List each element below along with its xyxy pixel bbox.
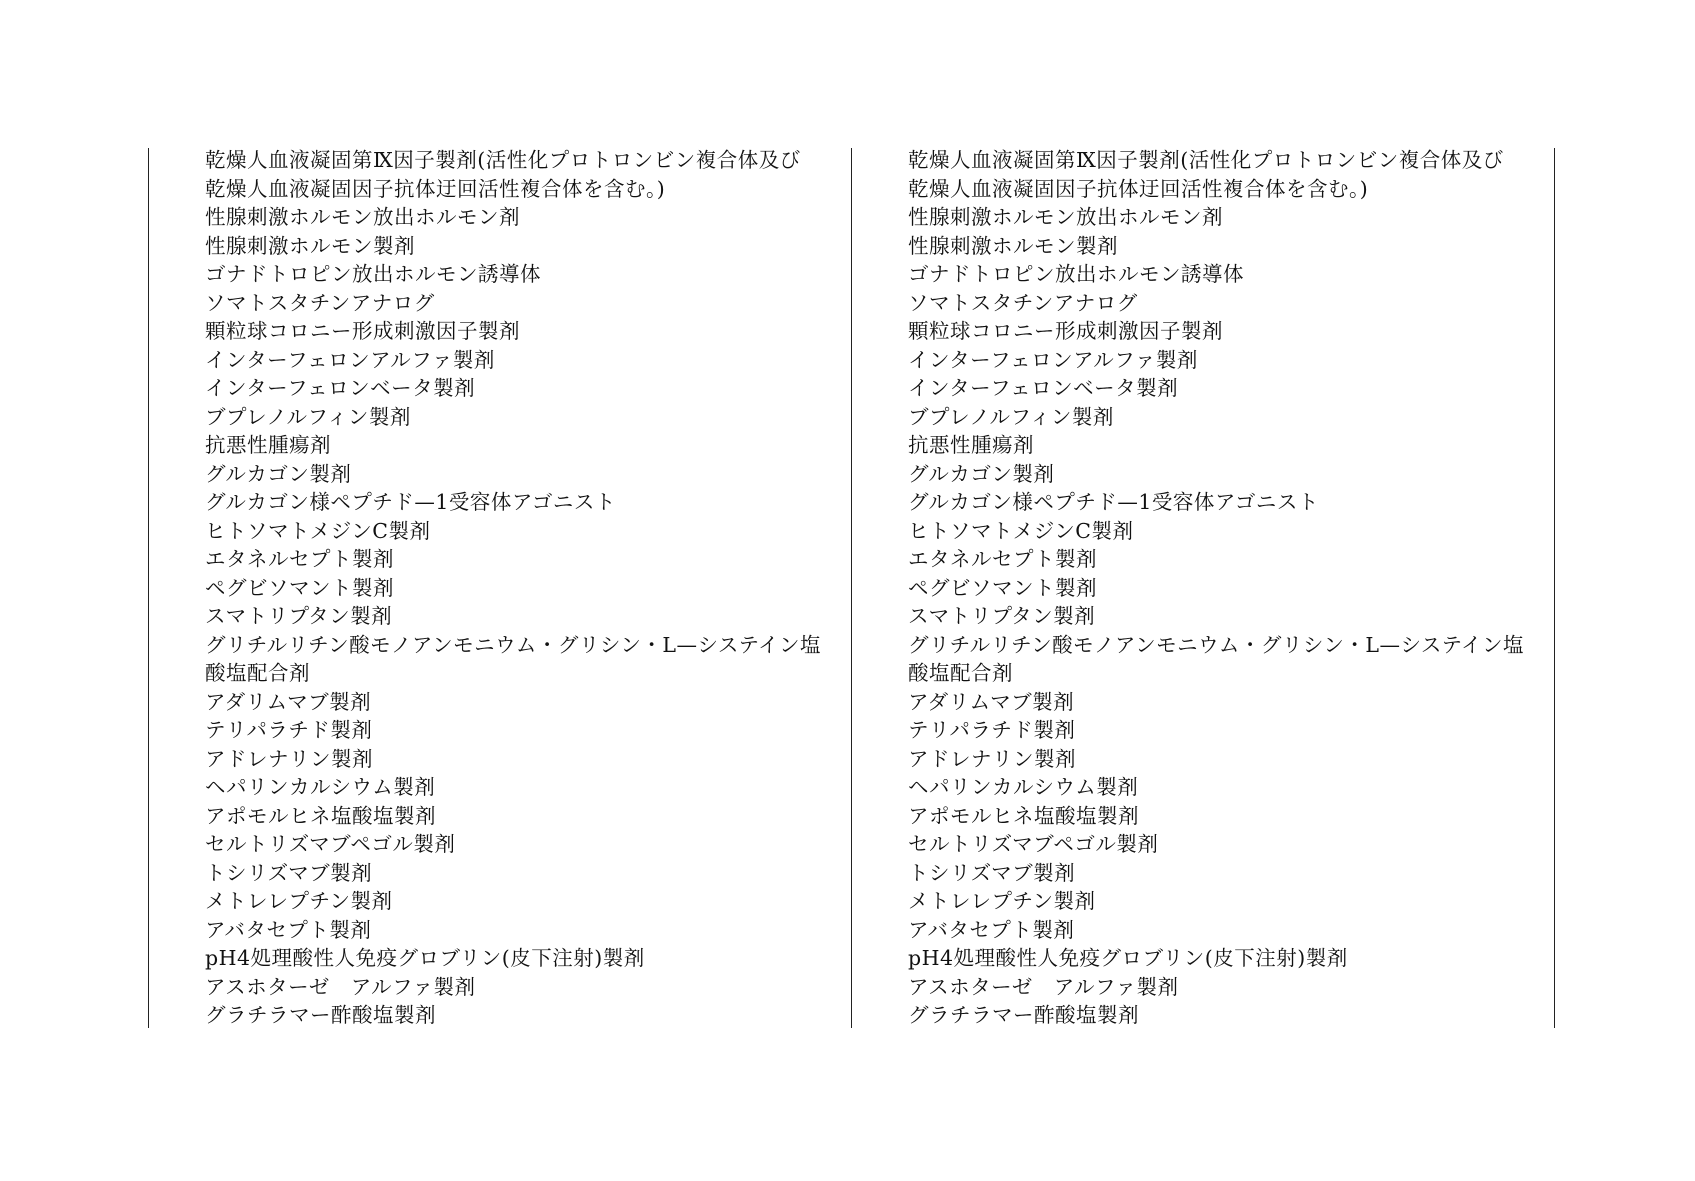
list-item: トシリズマブ製剤 — [205, 860, 373, 885]
list-item: 乾燥人血液凝固因子抗体迂回活性複合体を含む。) — [908, 176, 1369, 201]
list-item: アポモルヒネ塩酸塩製剤 — [908, 803, 1139, 828]
list-item: 性腺刺激ホルモン放出ホルモン剤 — [908, 205, 1223, 229]
list-item: ソマトスタチンアナログ — [205, 290, 435, 315]
list-item: グラチラマー酢酸塩製剤 — [908, 1003, 1139, 1027]
list-item: pH4処理酸性人免疫グロブリン(皮下注射)製剤 — [908, 946, 1348, 970]
list-item: ソマトスタチンアナログ — [908, 290, 1138, 315]
list-item: 乾燥人血液凝固因子抗体迂回活性複合体を含む。) — [205, 176, 666, 201]
list-item: グリチルリチン酸モノアンモニウム・グリシン・L—システイン塩 — [205, 632, 822, 657]
list-item: 抗悪性腫瘍剤 — [205, 433, 331, 457]
list-item: インターフェロンアルファ製剤 — [908, 347, 1198, 372]
list-item: ヒトソマトメジンC製剤 — [205, 518, 431, 543]
list-item: pH4処理酸性人免疫グロブリン(皮下注射)製剤 — [205, 946, 645, 970]
list-item: ゴナドトロピン放出ホルモン誘導体 — [205, 262, 541, 286]
list-item: 性腺刺激ホルモン製剤 — [205, 233, 415, 258]
list-item: アバタセプト製剤 — [205, 917, 372, 942]
list-item: 酸塩配合剤 — [908, 661, 1013, 685]
list-item: テリパラチド製剤 — [205, 718, 373, 742]
right-column-list — [908, 146, 1558, 1030]
list-item: アダリムマブ製剤 — [908, 689, 1075, 714]
list-item: グルカゴン様ペプチド—1受容体アゴニスト — [205, 490, 616, 514]
list-item: ゴナドトロピン放出ホルモン誘導体 — [908, 262, 1244, 286]
list-item: 性腺刺激ホルモン放出ホルモン剤 — [205, 205, 520, 229]
list-item: グリチルリチン酸モノアンモニウム・グリシン・L—システイン塩 — [908, 632, 1525, 657]
list-item: エタネルセプト製剤 — [205, 547, 394, 571]
list-item: アポモルヒネ塩酸塩製剤 — [205, 803, 436, 828]
left-column-list — [205, 146, 855, 1030]
list-item: スマトリプタン製剤 — [205, 604, 393, 628]
list-item: メトレレプチン製剤 — [908, 889, 1096, 913]
list-item: アドレナリン製剤 — [205, 746, 373, 771]
list-item: セルトリズマブペゴル製剤 — [205, 832, 456, 856]
list-item: テリパラチド製剤 — [908, 718, 1076, 742]
list-item: ペグビソマント製剤 — [205, 575, 394, 600]
list-item: アスホターゼ アルファ製剤 — [908, 974, 1179, 999]
list-item: 顆粒球コロニー形成刺激因子製剤 — [908, 319, 1223, 343]
list-item: ペグビソマント製剤 — [908, 575, 1097, 600]
list-item: アドレナリン製剤 — [908, 746, 1076, 771]
list-item: 酸塩配合剤 — [205, 661, 310, 685]
list-item: アバタセプト製剤 — [908, 917, 1075, 942]
list-item: ヘパリンカルシウム製剤 — [205, 775, 436, 799]
list-item: セルトリズマブペゴル製剤 — [908, 832, 1159, 856]
list-item: インターフェロンアルファ製剤 — [205, 347, 495, 372]
list-item: グルカゴン様ペプチド—1受容体アゴニスト — [908, 490, 1319, 514]
list-item: 抗悪性腫瘍剤 — [908, 433, 1034, 457]
list-item: トシリズマブ製剤 — [908, 860, 1076, 885]
list-item: 乾燥人血液凝固第Ⅸ因子製剤(活性化プロトロンビン複合体及び — [205, 148, 801, 172]
list-item: エタネルセプト製剤 — [908, 547, 1097, 571]
list-item: ブプレノルフィン製剤 — [205, 404, 411, 429]
list-item: アダリムマブ製剤 — [205, 689, 372, 714]
list-item: 顆粒球コロニー形成刺激因子製剤 — [205, 319, 520, 343]
list-item: ヒトソマトメジンC製剤 — [908, 518, 1134, 543]
list-item: グラチラマー酢酸塩製剤 — [205, 1003, 436, 1027]
list-item: グルカゴン製剤 — [205, 461, 352, 486]
list-item: メトレレプチン製剤 — [205, 889, 393, 913]
list-item: グルカゴン製剤 — [908, 461, 1055, 486]
list-item: 乾燥人血液凝固第Ⅸ因子製剤(活性化プロトロンビン複合体及び — [908, 148, 1504, 172]
list-item: アスホターゼ アルファ製剤 — [205, 974, 476, 999]
list-item: インターフェロンベータ製剤 — [908, 376, 1179, 400]
list-item: 性腺刺激ホルモン製剤 — [908, 233, 1118, 258]
list-item: インターフェロンベータ製剤 — [205, 376, 476, 400]
list-item: ブプレノルフィン製剤 — [908, 404, 1114, 429]
list-item: ヘパリンカルシウム製剤 — [908, 775, 1139, 799]
list-item: スマトリプタン製剤 — [908, 604, 1096, 628]
table-border-left — [148, 148, 149, 1028]
